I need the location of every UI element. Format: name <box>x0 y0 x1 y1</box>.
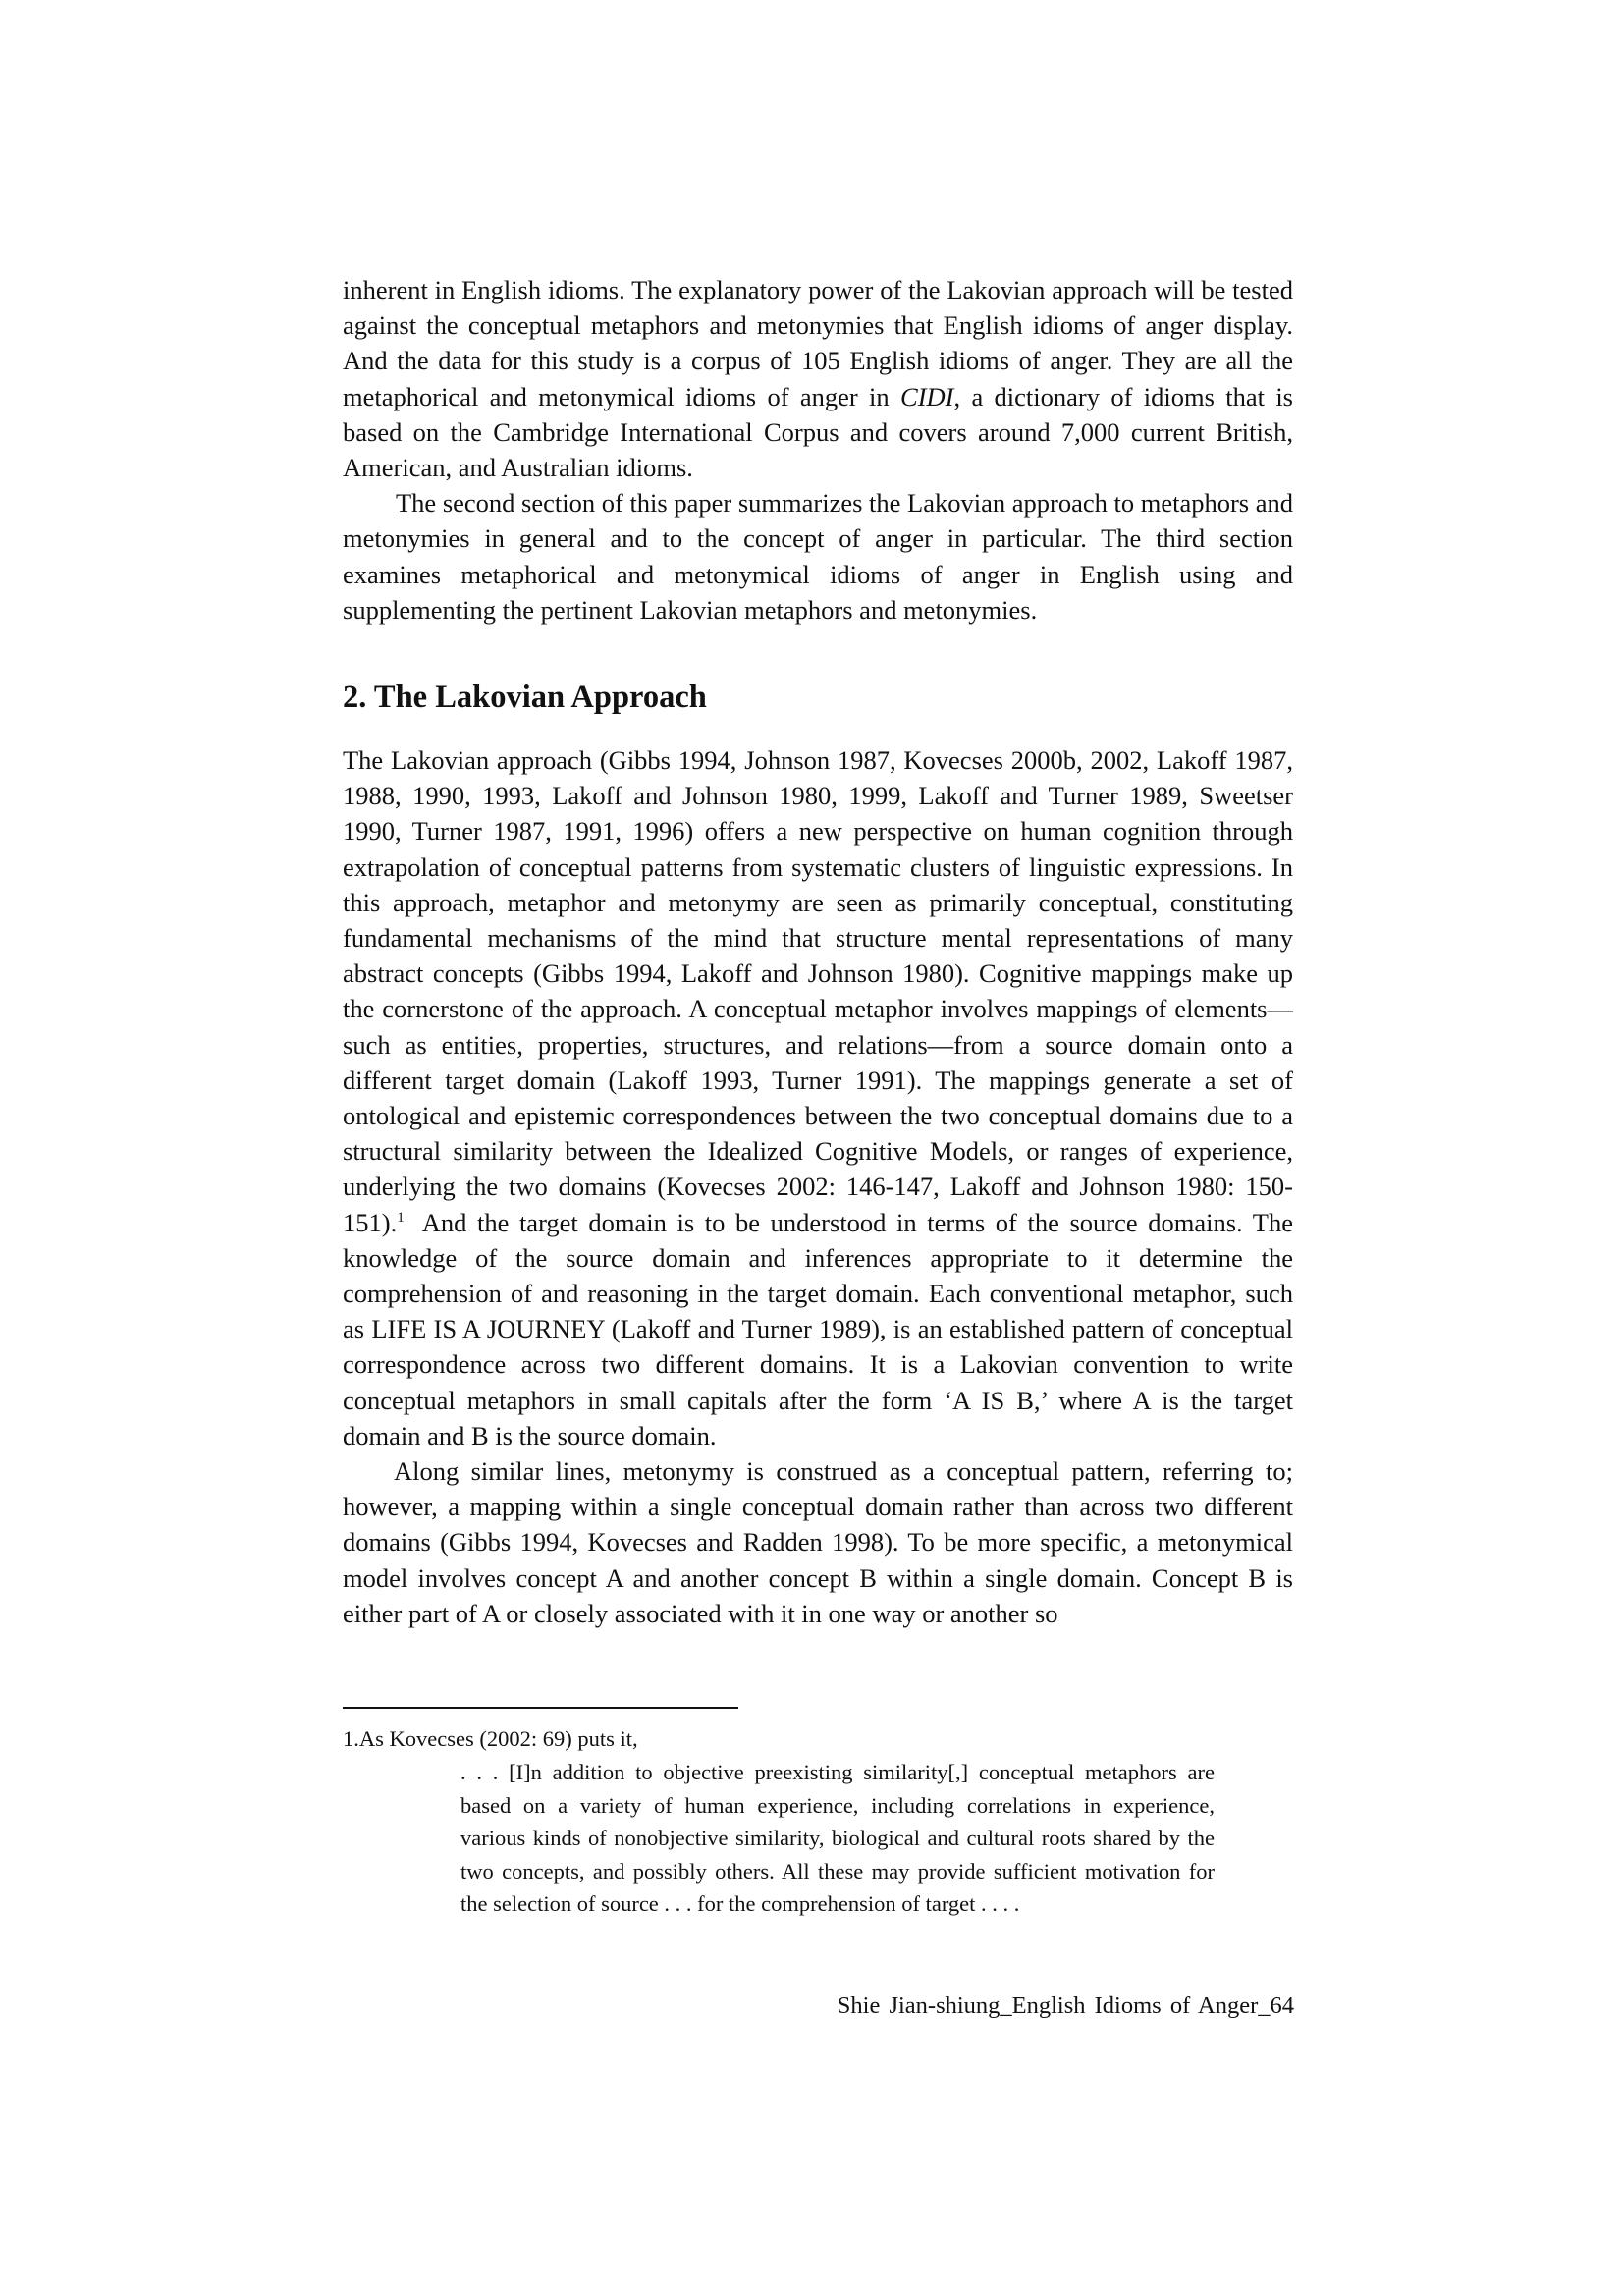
lakovian-p1-text-end: And the target domain is to be understood in terms of the source domains. The knowledge of the source domain and inferences appropriate to it determine the comprehension of and reasoning in the target domain. Each conventional metaphor, such as LIFE IS A JOURNEY (Lakoff and Turner 1989), is an established pattern of conceptual correspondence across two different domains. It is a Lakovian convention to write conceptual metaphors in small capitals after the form ‘A IS B,’ where A is the target domain and B is the source domain. <box>343 1207 1293 1450</box>
intro-p1-text-start: inherent in English idioms. The explanatory power of the Lakovian approach will be tested against the conceptual metaphors and metonymies that English idioms of anger display. And the data for this study is a corpus of 105 English idioms of anger. They are all the metaphorical and metonymical idioms of anger in <box>343 275 1293 411</box>
footnote-quote: . . . [I]n addition to objective preexisting similarity[,] conceptual metaphors are based on a variety of human experience, including correlations in experience, various kinds of nonobjective similarity, biological and cultural roots shared by the two concepts, and possibly others. All these may provide sufficient motivation for the selection of source . . . for the comprehension of target . . . . <box>460 1760 1215 1917</box>
intro-section <box>343 272 1293 628</box>
footnote-divider <box>343 1707 738 1709</box>
intro-p1-text-end: , a dictionary of idioms that is based on the Cambridge International Corpus and covers around 7,000 current British, American, and Australian idioms. <box>343 381 1293 483</box>
intro-paragraph-1 <box>343 272 1293 485</box>
footnote-marker[interactable]: 1 <box>397 1209 405 1226</box>
intro-paragraph-2: The second section of this paper summarizes the Lakovian approach to metaphors and metonymies in general and to the concept of anger in particular. The third section examines metaphorical and metonymical idioms of anger in English using and supplementing the pertinent Lakovian metaphors and metonymies. <box>343 488 1293 625</box>
lakovian-p1-text-start: The Lakovian approach (Gibbs 1994, Johnson 1987, Kovecses 2000b, 2002, Lakoff 1987, 1988, 1990, 1993, Lakoff and Johnson 1980, 1999, Lakoff and Turner 1989, Sweetser 1990, Turner 1987, 1991, 1996) offers a new perspective on human cognition through extrapolation of conceptual patterns from systematic clusters of linguistic expressions. In this approach, metaphor and metonymy are seen as primarily conceptual, constituting fundamental mechanisms of the mind that structure mental representations of many abstract concepts (Gibbs 1994, Lakoff and Johnson 1980). Cognitive mappings make up the cornerstone of the approach. A conceptual metaphor involves mappings of elements—such as entities, properties, structures, and relations—from a source domain onto a different target domain (Lakoff 1993, Turner 1991). The mappings generate a set of ontological and epistemic correspondences between the two conceptual domains due to a structural similarity between the Idealized Cognitive Models, or ranges of experience, underlying the two domains (Kovecses 2002: 146-147, Lakoff and Johnson 1980: 150-151). <box>343 745 1293 1237</box>
cidi-title: CIDI <box>900 381 954 411</box>
running-footer: Shie Jian-shiung_English Idioms of Anger_64 <box>837 1993 1294 2019</box>
lakovian-paragraph-2: Along similar lines, metonymy is construed as a conceptual pattern, referring to; however, a mapping within a single conceptual domain rather than across two different domains (Gibbs 1994, Kovecses and Radden 1998). To be more specific, a metonymical model involves concept A and another concept B within a single domain. Concept B is either part of A or closely associated with it in one way or another so <box>343 1456 1293 1628</box>
lakovian-section <box>343 742 1293 1631</box>
footnote-lead: 1.As Kovecses (2002: 69) puts it, <box>343 1726 638 1751</box>
lakovian-paragraph-1 <box>343 742 1293 1453</box>
section-heading: 2. The Lakovian Approach <box>343 680 707 715</box>
